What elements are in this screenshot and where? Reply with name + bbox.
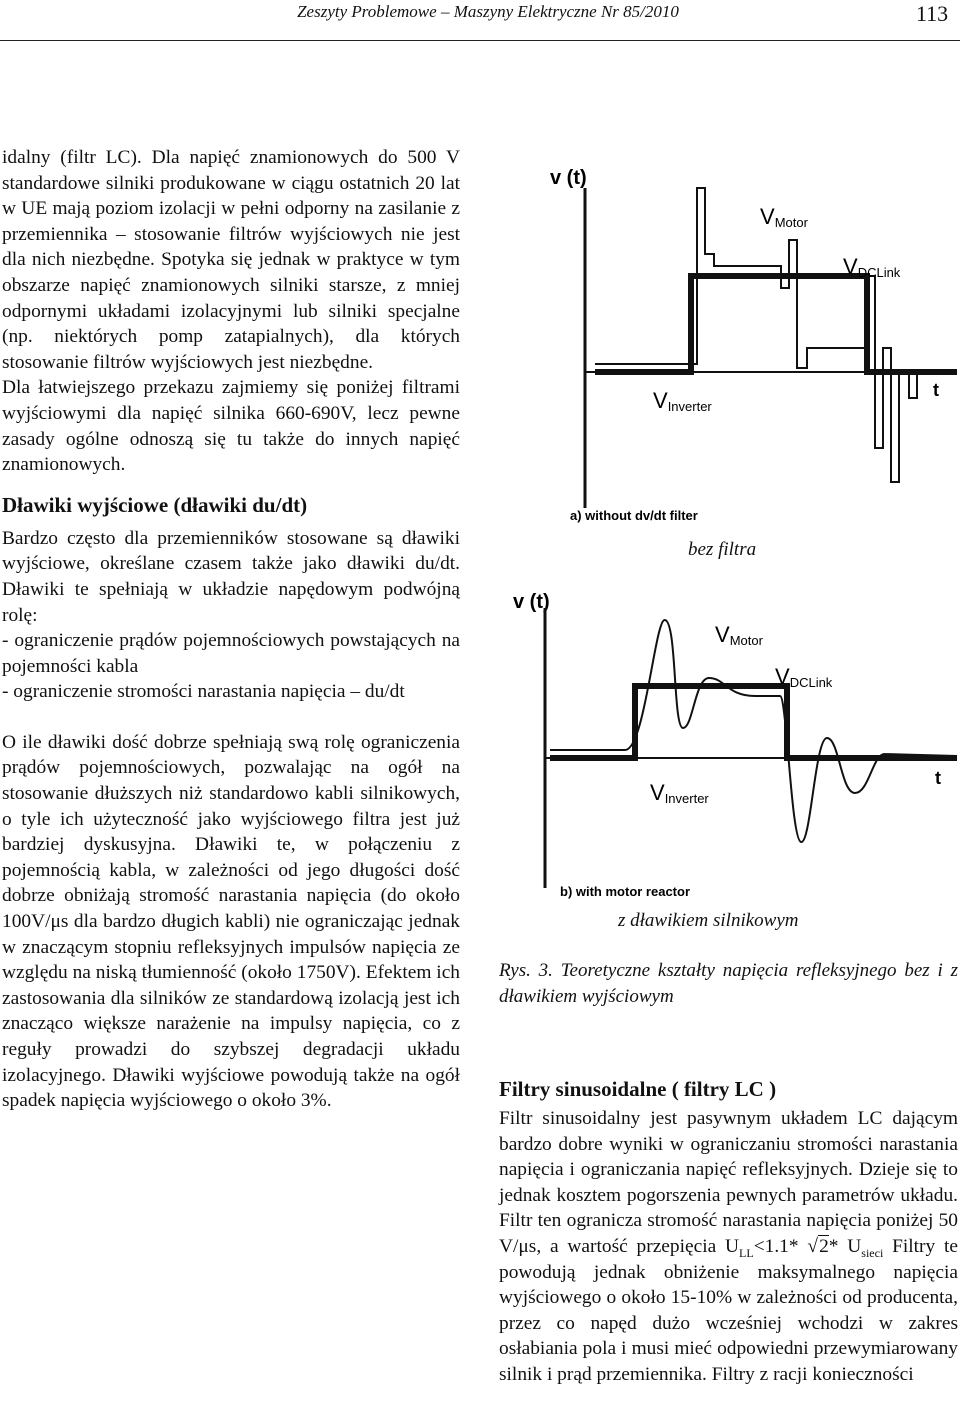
caption-without-filter: bez filtra <box>688 539 757 560</box>
section-heading-reactors: Dławiki wyjściowe (dławiki du/dt) <box>2 492 308 517</box>
paragraph-lc: Filtr sinusoidalny jest pasywnym układem LC dającym bardzo dobre wyniki w ograniczaniu stromości narastania napięcia i ograniczania napięć refleksyjnych. Dzieje się to jednak kosztem pogorszenia pewnych parametrów układu. Filtr ten ogranicza stromość narastania napięcia poniżej 50 V/μs, a wartość przepięcia $U_{LL}<1.1*$ √2* $U_{sieci}$ Filtry te powodują jednak obniżenie maksymalnego napięcia wyjściowego o około 15-10% w zależności od producenta, przez co napęd dużo wcześniej wchodzi w zakres osłabiania pola i musi mieć odpowiedni przewymiarowany silnik i prąd przemiennika. Filtry z racji konieczności <box>499 1108 959 1385</box>
label-v-dclink-b: VDCLink <box>775 664 833 690</box>
figure-caption: Rys. 3. Teoretyczne kształty napięcia refleksyjnego bez i z dławikiem wyjściowym <box>499 960 958 1007</box>
paragraph-gap <box>2 705 460 730</box>
paragraph-3: Bardzo często dla przemienników stosowane są dławiki wyjściowe, określane czasem także jako dławiki du/dt. Dławiki te spełniają w układzie napędowym podwójną rolę: <box>2 527 460 626</box>
motor-waveform-b <box>550 620 957 842</box>
figure-without-filter <box>505 148 960 532</box>
axis-label-vt: v (t) <box>550 167 587 189</box>
figure-with-reactor <box>505 578 960 908</box>
right-column <box>499 1076 958 1388</box>
waveform-diagram-b <box>505 578 960 908</box>
page-number: 113 <box>916 1 949 26</box>
axis-label-t: t <box>933 380 939 400</box>
panel-label-a: a) without dv/dt filter <box>570 508 698 523</box>
waveform-diagram-a <box>505 148 960 532</box>
label-v-motor: VMotor <box>760 204 808 230</box>
sqrt-symbol: √2 <box>807 1235 829 1257</box>
left-column <box>2 145 460 1114</box>
paragraph-2: Dla łatwiejszego przekazu zajmiemy się poniżej filtrami wyjściowymi dla napięć silnika 660-690V, lecz pewne zasady ogólne odnoszą się tu także do innych napięć znamionowych. <box>2 377 460 476</box>
label-v-motor-b: VMotor <box>715 622 763 648</box>
label-v-inverter: VInverter <box>653 388 712 414</box>
axis-label-t-b: t <box>935 768 941 788</box>
bullet-1: - ograniczenie prądów pojemnościowych powstających na pojemności kabla <box>2 630 460 677</box>
caption-with-reactor: z dławikiem silnikowym <box>618 910 799 931</box>
journal-title: Zeszyty Problemowe – Maszyny Elektryczne Nr 85/2010 <box>297 2 679 21</box>
inverter-waveform <box>595 276 957 372</box>
page-header <box>0 0 960 40</box>
paragraph-1: idalny (filtr LC). Dla napięć znamionowych do 500 V standardowe silniki produkowane w ciągu ostatnich 20 lat w UE mają poziom izolacji w pełni odporny na zasilanie z przemiennika – stosowanie filtrów wyjściowych nie jest dla nich niezbędne. Spotyka się jednak w praktyce w tym obszarze napięć znamionowych silniki starsze, z mniej odpornymi układami izolacyjnymi lub silniki specjalne (np. niektórych pomp zatapialnych), dla których stosowanie filtrów wyjściowych jest niezbędne. <box>2 147 460 373</box>
header-rule <box>0 40 960 41</box>
panel-label-b: b) with motor reactor <box>560 884 691 899</box>
label-v-inverter-b: VInverter <box>650 780 709 806</box>
section-heading-lc-filters: Filtry sinusoidalne ( filtry LC ) <box>499 1077 777 1101</box>
paragraph-4: O ile dławiki dość dobrze spełniają swą rolę ograniczenia prądów pojemnościowych, pozwalając na ogół na stosowanie dłuższych niż standardowo kabli silnikowych, o tyle ich użyteczność jako wyjściowego filtra jest już bardziej dyskusyjna. Dławiki te, w połączeniu z pojemnością kabla, w zależności od jego długości dość dobrze obniżają stromość narastania napięcia (do około 100V/μs dla bardzo długich kabli) nie ograniczając jednak w znaczącym stopniu refleksyjnych impulsów napięcia ze względu na niską tłumienność (około 1750V). Efektem ich zastosowania dla silników ze standardową izolacją jest ich znacząco większe narażenie na impulsy napięcia, co z reguły prowadzi do szybszej degradacji układu izolacyjnego. Dławiki wyjściowe powodują także na ogół spadek napięcia wyjściowego o około 3%. <box>2 731 460 1112</box>
label-v-dclink: VDCLink <box>843 254 901 280</box>
bullet-2: - ograniczenie stromości narastania napięcia – du/dt <box>2 681 405 703</box>
axis-label-vt-b: v (t) <box>513 591 550 613</box>
